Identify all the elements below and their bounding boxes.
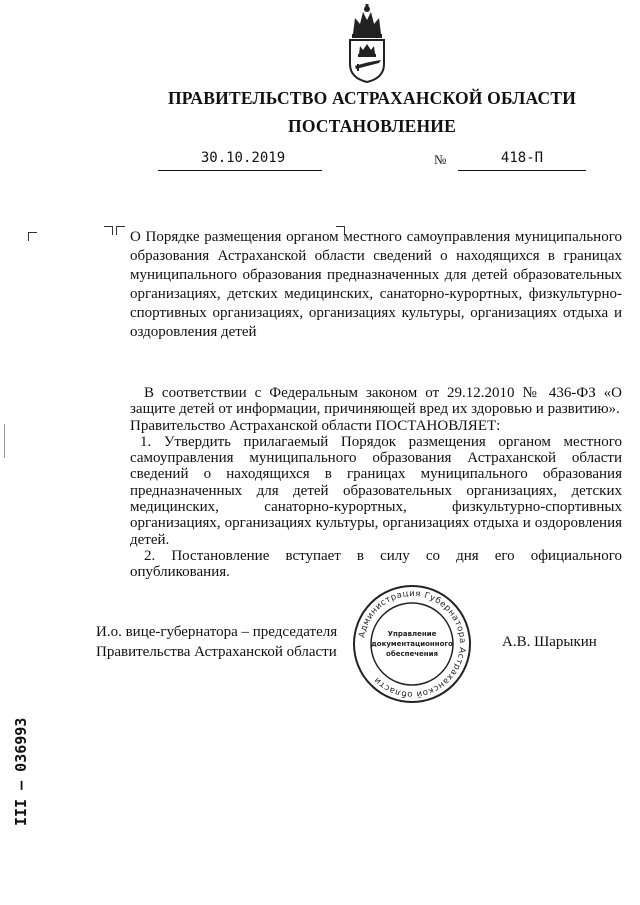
subject-paragraph: О Порядке размещения органом местного самоуправления муниципального образования Астраханской области сведений о находящихся в границах муниципального образования предназначенных для детей образовательных организациях, детских медицинских, санаторно-курортных, физкультурно-спортивных организациях, организациях культуры, организациях отдыха и оздоровления детей — [130, 229, 622, 340]
document-number: 418-П — [458, 150, 586, 171]
resolution-line: Правительство Астраханской области ПОСТАНОВЛЯЕТ: — [130, 417, 501, 434]
signer-position-line-1: И.о. вице-губернатора – председателя — [96, 624, 338, 640]
signer-position-line-2: Правительства Астраханской области — [96, 644, 337, 660]
serial-number — [0, 700, 40, 830]
document-date: 30.10.2019 — [158, 150, 322, 171]
signer-position — [96, 622, 337, 662]
item-1-paragraph: 1. Утвердить прилагаемый Порядок размещения органом местного самоуправления муниципального образования Астраханской области сведений о находящихся в границах муниципального образования предназначенных для детей образовательных организациях, детских медицинских, санаторно-курортных, физкультурно-спортивных организациях, организациях культуры, организациях отдыха и оздоровления детей. — [130, 433, 622, 548]
preamble-paragraph: В соответствии с Федеральным законом от 29.12.2010 № 436-ФЗ «О защите детей от информации, причиняющей вред их здоровью и развитию». — [130, 385, 622, 418]
official-stamp — [344, 584, 480, 704]
coat-of-arms-emblem — [343, 4, 391, 84]
document-type-title: ПОСТАНОВЛЕНИЕ — [288, 116, 456, 136]
stamp-center-line-1: Управление — [387, 630, 437, 638]
item-2-paragraph: 2. Постановление вступает в силу со дня его официального опубликования. — [130, 547, 622, 581]
margin-line — [4, 424, 5, 458]
government-title: ПРАВИТЕЛЬСТВО АСТРАХАНСКОЙ ОБЛАСТИ — [167, 88, 577, 108]
serial-number-text: III – 036993 — [12, 717, 30, 826]
stamp-center-line-2: документационного — [371, 640, 453, 648]
signer-name: А.В. Шарыкин — [502, 634, 597, 650]
stamp-center-line-3: обеспечения — [386, 650, 438, 658]
document-body — [130, 385, 622, 581]
left-margin-mark — [28, 232, 37, 241]
stamp-ring-text: Администрация Губернатора Астраханской области — [357, 588, 468, 700]
subject-open-mark — [116, 226, 125, 235]
number-sign: № — [434, 152, 447, 167]
subject-open-mark — [104, 226, 113, 235]
